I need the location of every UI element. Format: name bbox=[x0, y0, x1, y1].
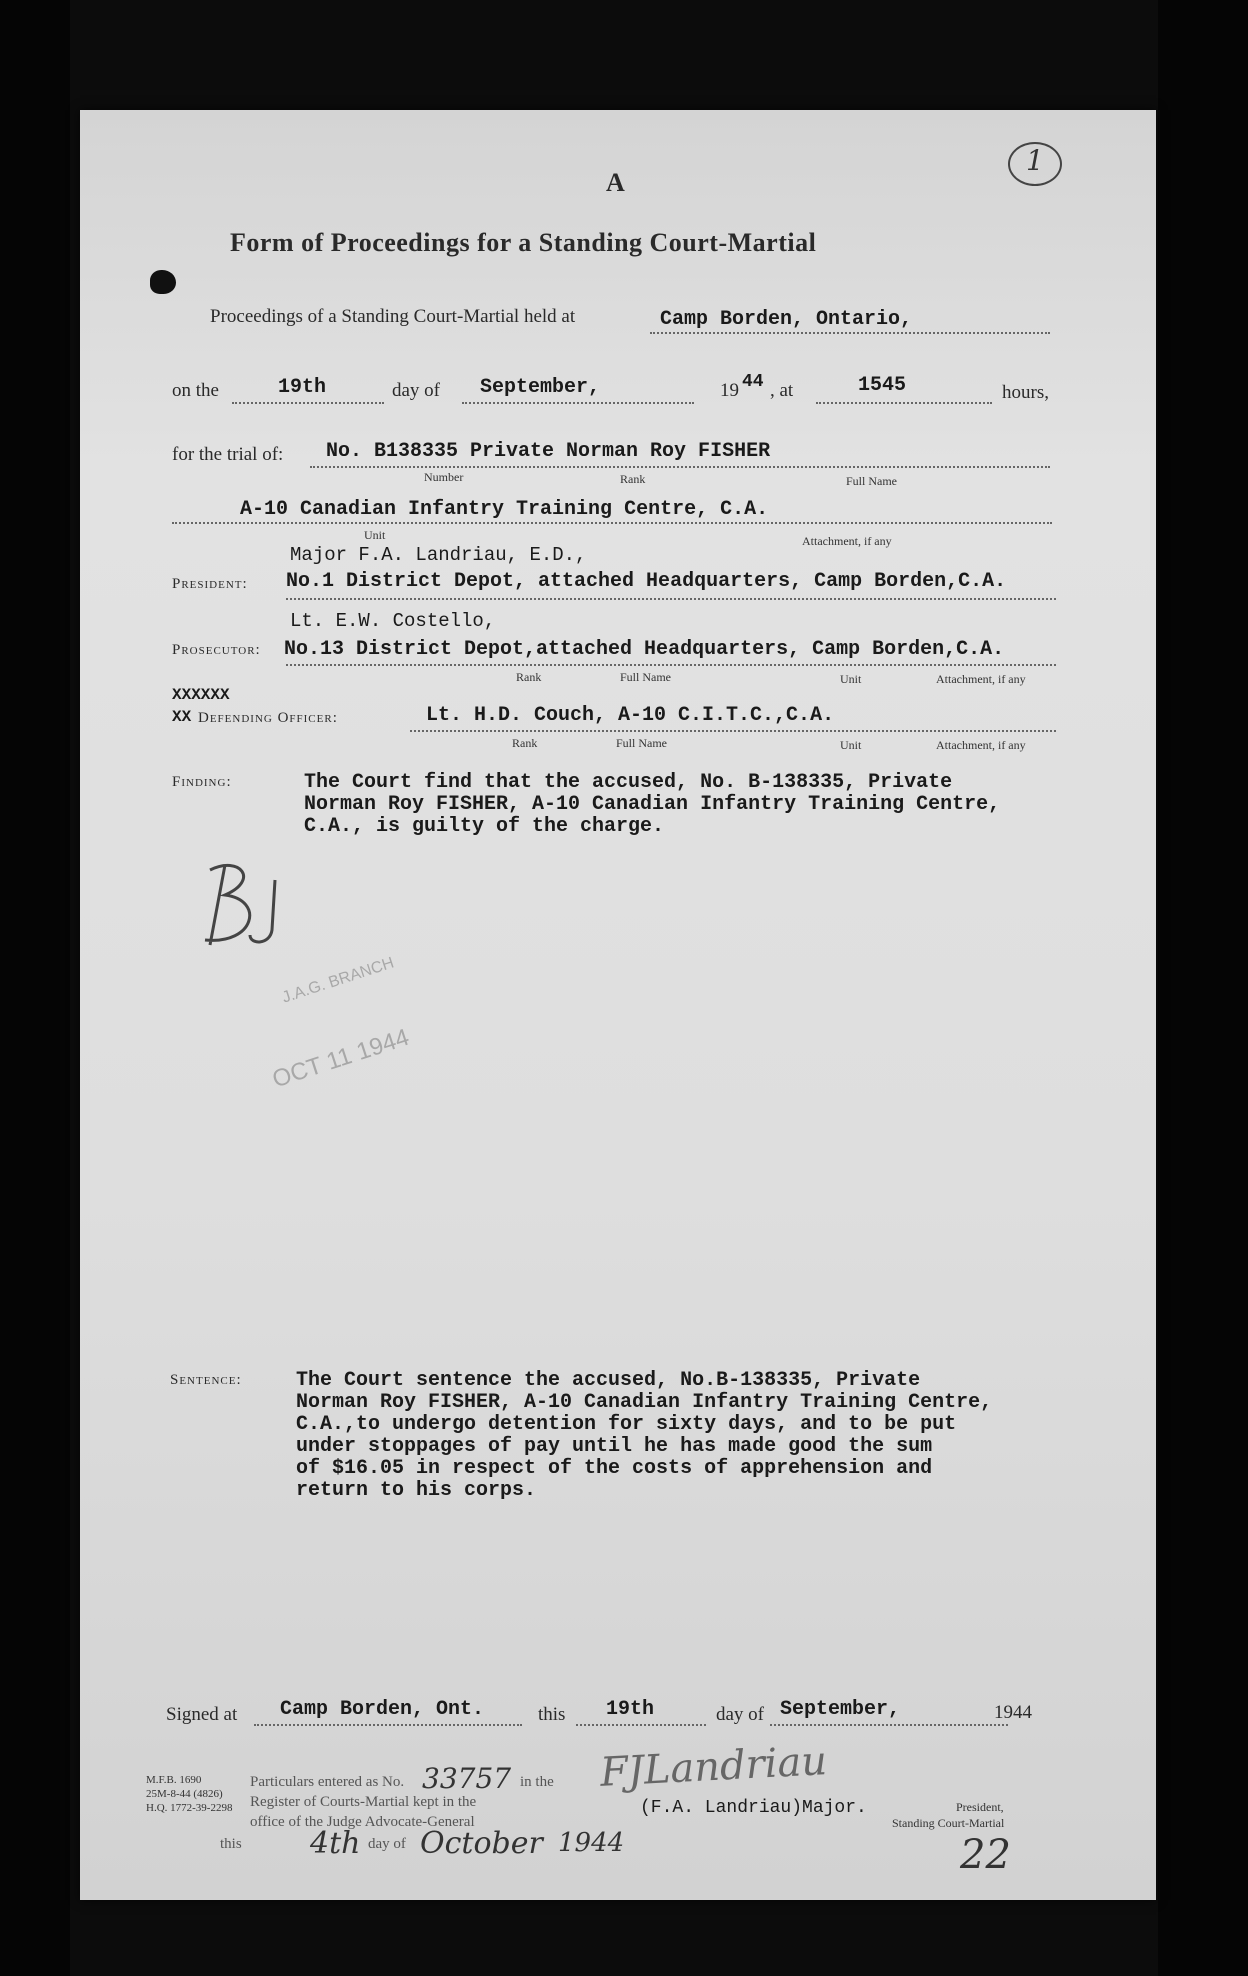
president-line2: No.1 District Depot, attached Headquarters, Camp Borden,C.A. bbox=[286, 570, 1007, 593]
at-label: , at bbox=[770, 380, 794, 401]
court-caption: Standing Court-Martial bbox=[892, 1816, 1005, 1830]
signed-month-dotline bbox=[770, 1724, 1008, 1726]
prosecutor-dotline bbox=[286, 664, 1056, 666]
finding-label: Finding: bbox=[172, 774, 232, 790]
caption-attachment: Attachment, if any bbox=[802, 534, 892, 548]
form-ref-2: 25M-8-44 (4826) bbox=[146, 1788, 223, 1800]
entered-day-of: day of bbox=[368, 1836, 406, 1852]
received-stamp-date: OCT 11 1944 bbox=[269, 1023, 413, 1094]
defending-officer-value: Lt. H.D. Couch, A-10 C.I.T.C.,C.A. bbox=[426, 704, 835, 727]
month-dotline bbox=[462, 402, 694, 404]
entered-month: October bbox=[420, 1826, 543, 1861]
prosecutor-caption-unit: Unit bbox=[840, 672, 862, 686]
president-label: President: bbox=[172, 576, 248, 592]
signed-day: 19th bbox=[606, 1698, 655, 1721]
day-of-label: day of bbox=[392, 380, 441, 401]
president-dotline bbox=[286, 598, 1056, 600]
entered-this: this bbox=[220, 1836, 242, 1852]
defending-caption-rank: Rank bbox=[512, 736, 538, 750]
place-dotline bbox=[650, 332, 1050, 334]
signed-month: September, bbox=[780, 1698, 901, 1721]
year-prefix: 19 bbox=[720, 380, 739, 401]
film-edge-right bbox=[1158, 0, 1248, 1976]
proceedings-prefix: Proceedings of a Standing Court-Martial held at bbox=[210, 306, 576, 327]
time-dotline bbox=[816, 402, 992, 404]
signatory: (F.A. Landriau)Major. bbox=[640, 1798, 867, 1818]
struck-prefix: XX bbox=[172, 708, 192, 726]
time-value: 1545 bbox=[858, 374, 907, 397]
sentence-label: Sentence: bbox=[170, 1372, 242, 1388]
document-page bbox=[80, 110, 1156, 1900]
entered-day: 4th bbox=[310, 1826, 361, 1861]
ink-blot bbox=[150, 270, 176, 294]
caption-unit: Unit bbox=[364, 528, 386, 542]
form-ref-3: H.Q. 1772-39-2298 bbox=[146, 1802, 233, 1814]
struck-text: XXXXXX bbox=[172, 686, 230, 704]
month-value: September, bbox=[480, 376, 601, 399]
signed-day-dotline bbox=[576, 1724, 706, 1726]
form-title: Form of Proceedings for a Standing Court-Martial bbox=[230, 228, 817, 257]
entered-line1-end: in the bbox=[520, 1774, 554, 1790]
defending-caption-unit: Unit bbox=[840, 738, 862, 752]
form-ref-1: M.F.B. 1690 bbox=[146, 1774, 202, 1786]
hours-label: hours, bbox=[1002, 382, 1049, 403]
prosecutor-line2: No.13 District Depot,attached Headquarters, Camp Borden,C.A. bbox=[284, 638, 1005, 661]
trial-dotline bbox=[310, 466, 1050, 468]
president-caption: President, bbox=[956, 1800, 1004, 1814]
signed-place: Camp Borden, Ont. bbox=[280, 1698, 485, 1721]
prosecutor-caption-rank: Rank bbox=[516, 670, 542, 684]
prosecutor-caption-full-name: Full Name bbox=[620, 670, 671, 684]
year-value: 44 bbox=[742, 372, 764, 392]
trial-value: No. B138335 Private Norman Roy FISHER bbox=[326, 440, 771, 463]
film-edge-left bbox=[0, 0, 70, 1976]
signed-this: this bbox=[538, 1704, 566, 1725]
page-marker-number: 1 bbox=[1026, 144, 1044, 177]
sentence-text: The Court sentence the accused, No.B-138335, Private Norman Roy FISHER, A-10 Canadian Infantry Training Centre, C.A.,to undergo detention for sixty days, and to be put under stoppages of pay until he has made good the sum of $16.05 in respect of the costs of apprehension and return to his corps. bbox=[296, 1369, 993, 1502]
defending-officer-label: Defending Officer: bbox=[198, 710, 338, 726]
initials-mark bbox=[180, 850, 310, 960]
entered-number: 33757 bbox=[422, 1762, 512, 1795]
signed-day-of: day of bbox=[716, 1704, 765, 1725]
form-letter: A bbox=[606, 168, 626, 197]
entered-line1: Particulars entered as No. bbox=[250, 1774, 405, 1790]
caption-rank: Rank bbox=[620, 472, 646, 486]
received-stamp-office: J.A.G. BRANCH bbox=[280, 954, 397, 1007]
signed-year: 1944 bbox=[994, 1702, 1032, 1723]
entered-line3: office of the Judge Advocate-General bbox=[250, 1814, 475, 1830]
on-the-label: on the bbox=[172, 380, 219, 401]
signed-prefix: Signed at bbox=[166, 1704, 238, 1725]
caption-full-name: Full Name bbox=[846, 474, 897, 488]
place-value: Camp Borden, Ontario, bbox=[660, 308, 913, 331]
defending-dotline bbox=[410, 730, 1056, 732]
entered-line2: Register of Courts-Martial kept in the bbox=[250, 1794, 477, 1810]
signed-place-dotline bbox=[254, 1724, 522, 1726]
entered-year: 1944 bbox=[558, 1828, 625, 1858]
unit-value: A-10 Canadian Infantry Training Centre, C.A. bbox=[240, 498, 769, 521]
finding-text: The Court find that the accused, No. B-138335, Private Norman Roy FISHER, A-10 Canadian Infantry Training Centre, C.A., is guilty of the charge. bbox=[304, 771, 1001, 838]
unit-dotline bbox=[172, 522, 1052, 524]
day-dotline bbox=[232, 402, 384, 404]
day-value: 19th bbox=[278, 376, 327, 399]
page-number: 22 bbox=[960, 1832, 1011, 1878]
prosecutor-label: Prosecutor: bbox=[172, 642, 261, 658]
president-signature: FJLandriau bbox=[598, 1738, 829, 1796]
defending-caption-full-name: Full Name bbox=[616, 736, 667, 750]
caption-number: Number bbox=[424, 470, 464, 484]
prosecutor-line1: Lt. E.W. Costello, bbox=[290, 610, 496, 632]
defending-caption-attachment: Attachment, if any bbox=[936, 738, 1026, 752]
trial-label: for the trial of: bbox=[172, 444, 284, 465]
president-line1: Major F.A. Landriau, E.D., bbox=[290, 544, 587, 566]
prosecutor-caption-attachment: Attachment, if any bbox=[936, 672, 1026, 686]
